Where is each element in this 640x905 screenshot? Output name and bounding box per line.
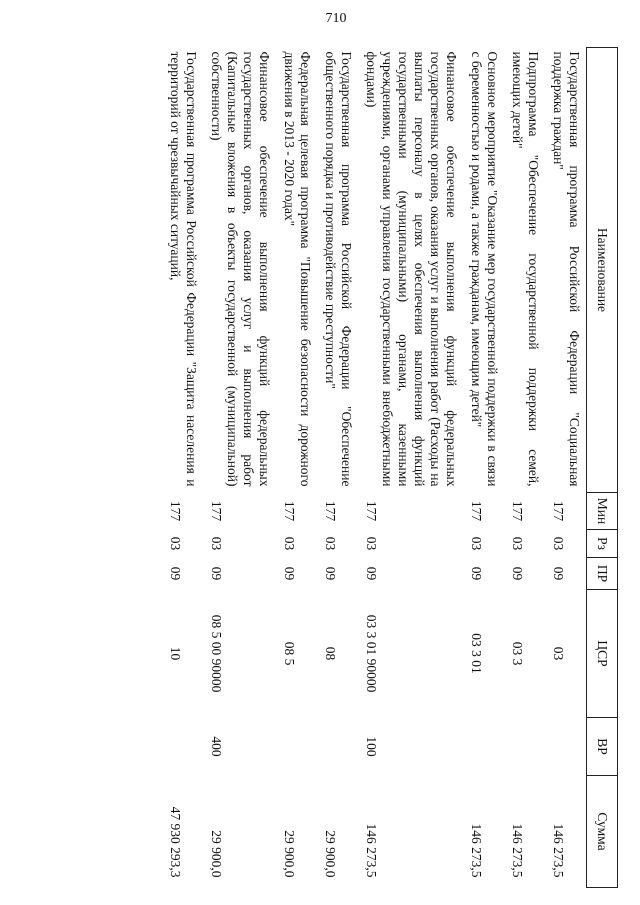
row-sum: 29 900,0 <box>323 830 338 878</box>
header-rz: Рз <box>587 530 618 558</box>
row-rz: 03 <box>209 536 224 551</box>
row-vr <box>317 718 358 776</box>
row-rz: 03 <box>168 536 183 551</box>
row-csr: 03 3 01 <box>469 633 484 674</box>
row-csr: 03 <box>551 646 566 661</box>
header-row <box>587 48 618 888</box>
row-min: 177 <box>469 500 484 522</box>
rotated-budget-table <box>108 47 618 887</box>
row-csr: 10 <box>168 646 183 661</box>
row-min: 177 <box>364 500 379 522</box>
table-row <box>162 48 203 888</box>
row-rz: 03 <box>282 536 297 551</box>
row-vr <box>463 718 504 776</box>
table-row <box>504 48 545 888</box>
row-name: Финансовое обеспечение выполнения функций федеральных государственных органов, оказания услуг и выполнения работ (Расходы на выплаты персоналу в целях обеспечения выполнения функций государственными (муниципальными) органами, казенными учреждениями, органами управления государственными внебюджетными фондами) <box>364 51 459 487</box>
row-pr: 09 <box>469 566 484 581</box>
row-name: Государственная программа Российской Федерации "Обеспечение общественного порядка и противодействие преступности" <box>323 51 354 487</box>
row-sum: 146 273,5 <box>364 823 379 878</box>
row-pr: 09 <box>323 566 338 581</box>
row-pr: 09 <box>282 566 297 581</box>
row-min: 177 <box>282 500 297 522</box>
row-pr: 09 <box>510 566 525 581</box>
row-name: Финансовое обеспечение выполнения функций федеральных государственных органов, оказания услуг и выполнения работ (Капитальные вложения в объекты государственной (муниципальной) собственности) <box>209 51 272 487</box>
row-sum: 29 900,0 <box>282 830 297 878</box>
row-rz: 03 <box>551 536 566 551</box>
row-csr: 08 5 <box>282 641 297 666</box>
row-min: 177 <box>551 500 566 522</box>
row-name: Основное мероприятие "Оказание мер государственной поддержки в связи с беременностью и родами, а также гражданам, имеющим детей" <box>469 51 500 487</box>
row-vr: 100 <box>364 736 379 757</box>
row-name: Государственная программа Российской Федерации "Защита населения и территорий от чрезвычайных ситуаций, <box>168 51 199 487</box>
row-min: 177 <box>168 500 183 522</box>
table-row <box>358 48 463 888</box>
row-rz: 03 <box>364 536 379 551</box>
row-sum: 146 273,5 <box>510 823 525 878</box>
row-csr: 08 <box>323 646 338 661</box>
row-pr: 09 <box>364 566 379 581</box>
row-name: Федеральная целевая программа "Повышение безопасности дорожного движения в 2013 - 2020 годах" <box>282 51 313 487</box>
header-min: Мин <box>587 493 618 530</box>
table-row <box>463 48 504 888</box>
header-pr: ПР <box>587 558 618 590</box>
table-row <box>545 48 587 888</box>
row-sum: 146 273,5 <box>551 823 566 878</box>
header-sum: Сумма <box>587 776 618 888</box>
row-vr: 400 <box>209 736 224 757</box>
row-min: 177 <box>323 500 338 522</box>
table-row <box>203 48 276 888</box>
header-csr: ЦСР <box>587 590 618 718</box>
row-pr: 09 <box>551 566 566 581</box>
row-name: Подпрограмма "Обеспечение государственной поддержки семей, имеющих детей" <box>510 51 541 487</box>
page-number: 710 <box>325 11 347 26</box>
row-vr <box>545 718 587 776</box>
row-vr <box>162 718 203 776</box>
row-csr: 03 3 <box>510 641 525 666</box>
row-vr <box>276 718 317 776</box>
row-csr: 03 3 01 90000 <box>364 614 379 693</box>
table-row <box>276 48 317 888</box>
budget-table <box>162 47 618 888</box>
row-min: 177 <box>510 500 525 522</box>
row-rz: 03 <box>469 536 484 551</box>
row-csr: 08 5 00 90000 <box>209 614 224 693</box>
row-rz: 03 <box>323 536 338 551</box>
row-name: Государственная программа Российской Федерации "Социальная поддержка граждан" <box>551 51 582 487</box>
row-pr: 09 <box>209 566 224 581</box>
table-row <box>317 48 358 888</box>
row-pr: 09 <box>168 566 183 581</box>
row-vr <box>504 718 545 776</box>
row-min: 177 <box>209 500 224 522</box>
header-name: Наименование <box>587 48 618 493</box>
row-sum: 29 900,0 <box>209 830 224 878</box>
row-sum: 47 930 293,3 <box>168 806 183 878</box>
row-rz: 03 <box>510 536 525 551</box>
header-vr: ВР <box>587 718 618 776</box>
row-sum: 146 273,5 <box>469 823 484 878</box>
